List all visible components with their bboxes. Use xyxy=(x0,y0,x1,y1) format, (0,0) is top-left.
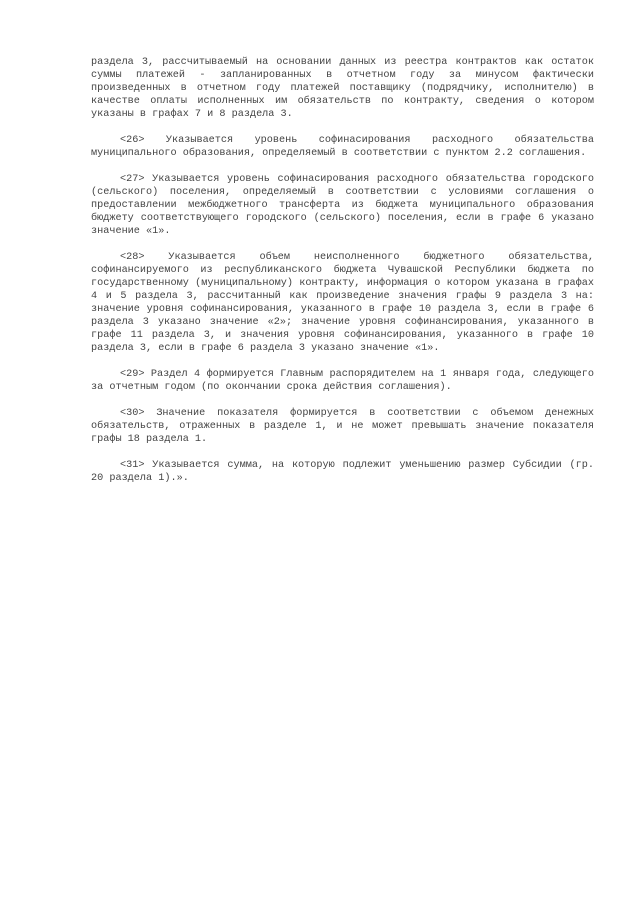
footnote-27: <27> Указывается уровень софинасирования расходного обязательства городского (сельского) поселения, определяемый в соответствии с условиями соглашения о предоставлении межбюджетного трансферта из бюджета муниципального образования бюджету соответствующего городского (сельского) поселения, если в графе 6 указано значение «1». xyxy=(91,174,594,237)
footnote-26: <26> Указывается уровень софинасирования расходного обязательства муниципального образования, определяемый в соответствии с пунктом 2.2 соглашения. xyxy=(91,135,594,159)
footnote-continuation: раздела 3, рассчитываемый на основании данных из реестра контрактов как остаток суммы платежей - запланированных в отчетном году за минусом фактически произведенных в отчетном году платежей поставщику (подрядчику, исполнителю) в качестве оплаты исполненных им обязательств по контракту, сведения о котором указаны в графах 7 и 8 раздела 3. xyxy=(91,57,594,120)
footnote-30: <30> Значение показателя формируется в соответствии с объемом денежных обязательств, отраженных в разделе 1, и не может превышать значение показателя графы 18 раздела 1. xyxy=(91,408,594,445)
footnote-29: <29> Раздел 4 формируется Главным распорядителем на 1 января года, следующего за отчетным годом (по окончании срока действия соглашения). xyxy=(91,369,594,393)
document-page xyxy=(91,56,594,498)
footnote-28: <28> Указывается объем неисполненного бюджетного обязательства, софинансируемого из республиканского бюджета Чувашской Республики бюджета по государственному (муниципальному) контракту, информация о котором указана в графах 4 и 5 раздела 3, рассчитанный как произведение значения графы 9 раздела 3 на: значение уровня софинансирования, указанного в графе 10 раздела 3, если в графе 6 раздела 3 указано значение «2»; значение уровня софинансирования, указанного в графе 11 раздела 3, и значения уровня софинансирования, указанного в графе 10 раздела 3, если в графе 6 раздела 3 указано значение «1». xyxy=(91,252,594,354)
footnote-31: <31> Указывается сумма, на которую подлежит уменьшению размер Субсидии (гр. 20 раздела 1).». xyxy=(91,460,594,484)
